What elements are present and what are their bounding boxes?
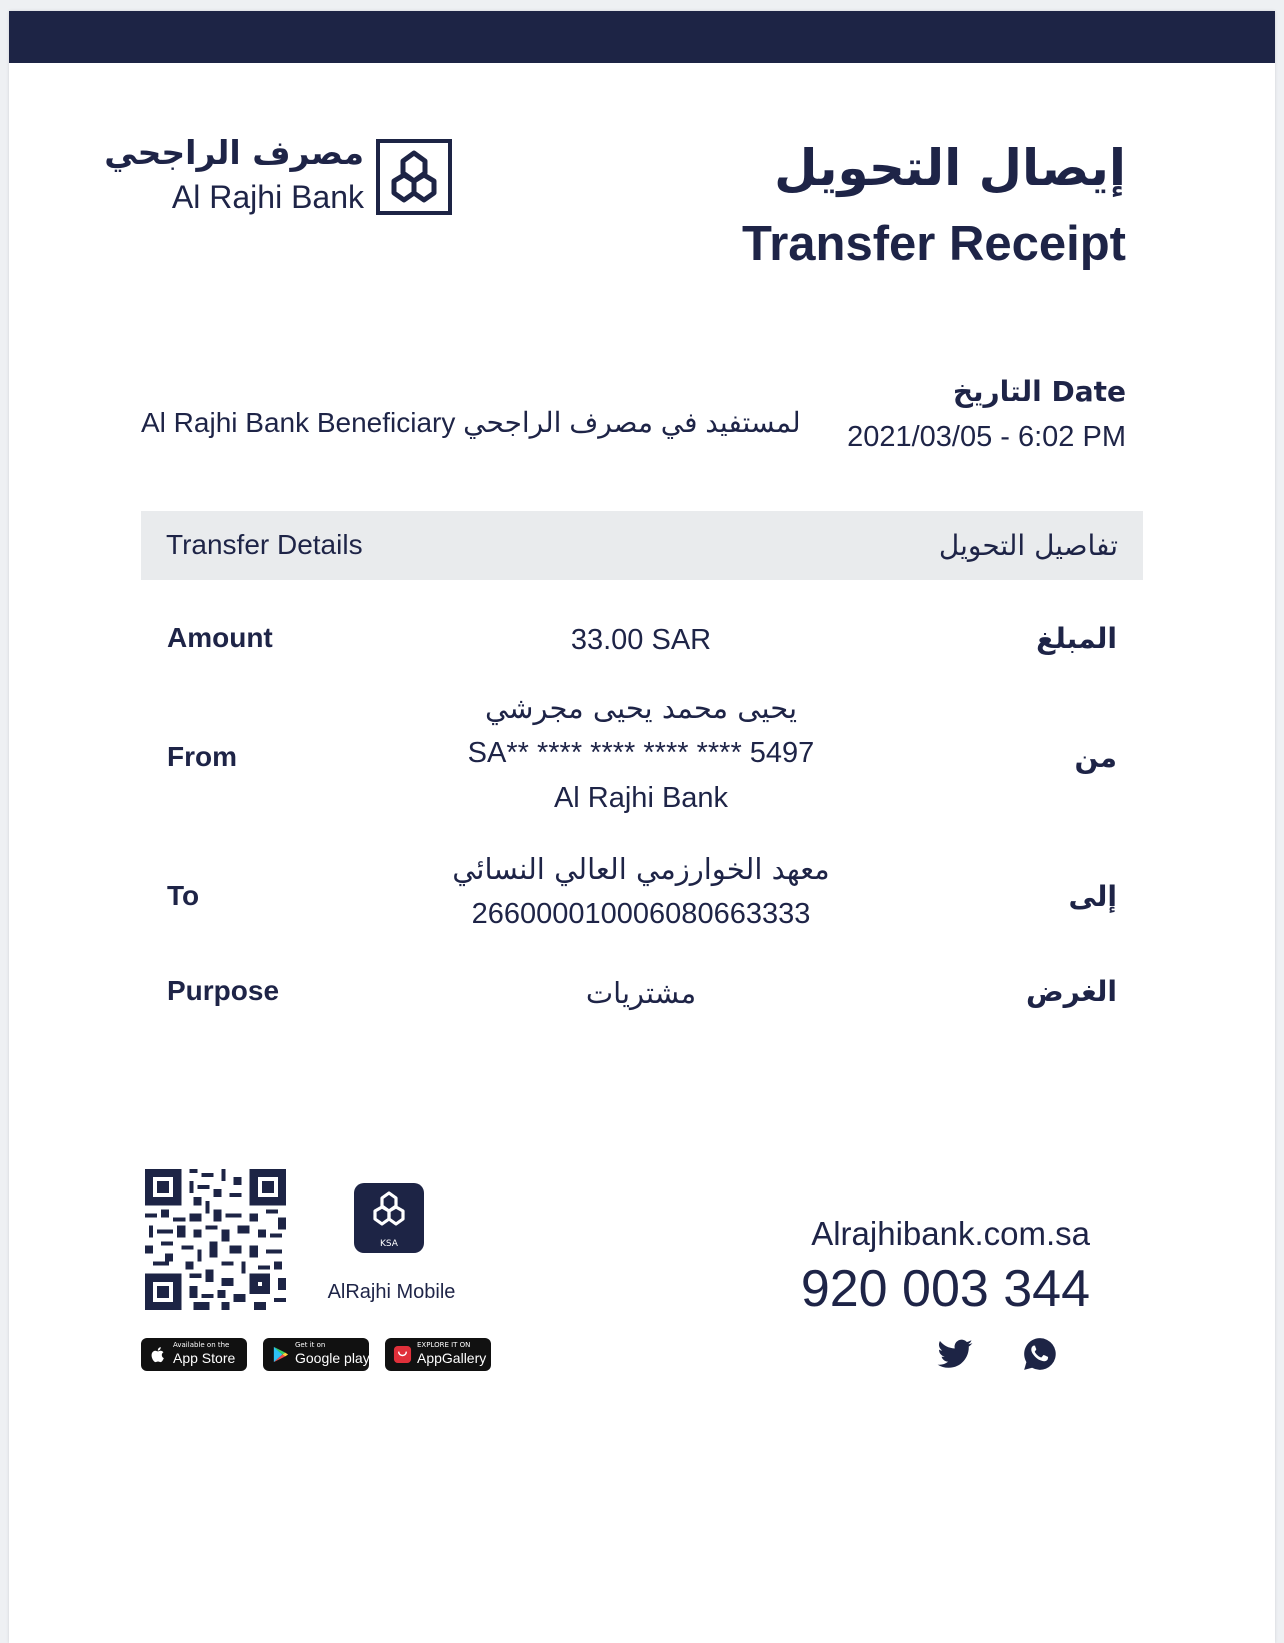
date-label: التاريخ Date: [952, 375, 1126, 408]
to-value: [341, 847, 941, 937]
app-store-badge[interactable]: [141, 1338, 247, 1371]
google-play-icon: [271, 1345, 290, 1364]
amount-value-text: 33.00 SAR: [570, 624, 712, 656]
huawei-appgallery-icon: [393, 1345, 412, 1364]
app-gallery-badge[interactable]: [385, 1338, 491, 1371]
title-arabic: إيصال التحويل: [774, 139, 1126, 197]
bank-logo-mark-icon: [376, 139, 452, 215]
purpose-value: [341, 971, 941, 1016]
purpose-label-arabic: الغرض: [1026, 975, 1117, 1008]
google-play-big-text: Google play: [295, 1350, 370, 1366]
purpose-label-english: Purpose: [167, 975, 280, 1006]
beneficiary-type: Al Rajhi Bank Beneficiary لمستفيد في مصرف الراجحي: [141, 407, 801, 438]
from-label-english: From: [167, 741, 237, 772]
to-row: [141, 847, 1143, 942]
google-play-badge[interactable]: [263, 1338, 369, 1371]
alrajhi-mobile-app-icon[interactable]: [354, 1183, 424, 1253]
bank-logo: [104, 129, 452, 221]
amount-row: [141, 618, 1143, 668]
to-label-arabic: إلى: [1068, 880, 1117, 913]
recipient-name: معهد الخوارزمي العالي النسائي: [452, 852, 830, 886]
from-row: [141, 686, 1143, 826]
sender-bank: Al Rajhi Bank: [553, 782, 729, 814]
amount-label-english: Amount: [167, 622, 273, 653]
app-store-small-text: Available on the: [173, 1341, 230, 1349]
whatsapp-icon[interactable]: [1021, 1335, 1059, 1373]
phone-number[interactable]: 920 003 344: [800, 1260, 1090, 1318]
qr-code: [145, 1169, 286, 1310]
app-gallery-small-text: EXPLORE IT ON: [417, 1341, 471, 1349]
sender-account: SA** **** **** **** **** 5497: [467, 737, 815, 769]
app-store-big-text: App Store: [173, 1350, 236, 1366]
transfer-details-header: [141, 511, 1143, 580]
purpose-value-text: مشتريات: [585, 976, 697, 1010]
top-bar: [9, 11, 1275, 63]
app-icon-badge: KSA: [380, 1239, 398, 1249]
app-gallery-big-text: AppGallery: [417, 1350, 487, 1366]
bank-name-arabic: مصرف الراجحي: [104, 133, 364, 172]
title-english: Transfer Receipt: [742, 217, 1126, 271]
from-label-arabic: من: [1074, 741, 1117, 774]
date-value: 2021/03/05 - 6:02 PM: [847, 421, 1126, 453]
sender-name: يحيى محمد يحيى مجرشي: [484, 691, 798, 725]
twitter-icon[interactable]: [936, 1335, 974, 1373]
amount-value: [341, 618, 941, 663]
bank-name-english: Al Rajhi Bank: [171, 179, 364, 215]
receipt-page: [9, 11, 1275, 1643]
google-play-small-text: Get it on: [295, 1341, 326, 1349]
details-header-arabic: تفاصيل التحويل: [938, 529, 1118, 562]
from-value: [341, 686, 941, 821]
website-link[interactable]: Alrajhibank.com.sa: [811, 1215, 1090, 1252]
details-header-english: Transfer Details: [166, 529, 363, 560]
amount-label-arabic: المبلغ: [1036, 622, 1117, 655]
app-name-label: AlRajhi Mobile: [327, 1281, 456, 1303]
recipient-account: 266000010006080663333: [471, 898, 811, 930]
purpose-row: [141, 971, 1143, 1021]
apple-icon: [149, 1345, 168, 1364]
to-label-english: To: [167, 880, 200, 911]
